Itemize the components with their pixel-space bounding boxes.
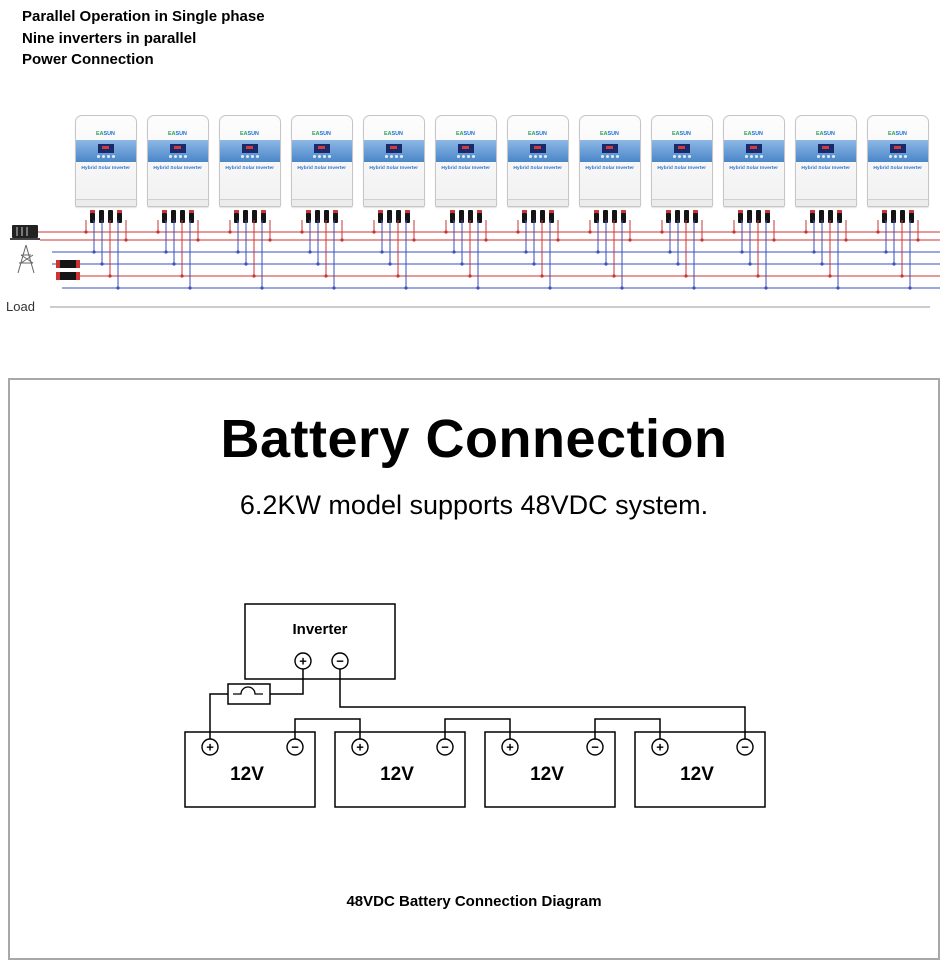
minus-glyph: − — [291, 739, 299, 755]
series-link-wire — [595, 719, 660, 739]
breaker-symbol-icon — [233, 687, 263, 694]
inverter-display-panel — [868, 140, 928, 162]
brand-logo — [745, 131, 764, 136]
inverter-unit — [579, 115, 641, 207]
brand-logo — [241, 131, 260, 136]
inverter-display-panel — [220, 140, 280, 162]
inverter-base — [148, 199, 208, 206]
brand-logo — [601, 131, 620, 136]
brand-logo-suffix: SUN — [104, 131, 116, 137]
brand-logo-suffix: SUN — [536, 131, 548, 137]
brand-logo-suffix: SUN — [824, 131, 836, 137]
brand-logo — [313, 131, 332, 136]
plus-glyph: + — [206, 739, 214, 755]
plus-glyph: + — [506, 739, 514, 755]
brand-logo — [817, 131, 836, 136]
inverter-unit — [651, 115, 713, 207]
inverter-base — [868, 199, 928, 206]
inverter-base — [652, 199, 712, 206]
inverter-display-panel — [148, 140, 208, 162]
section-title: Battery Connection — [220, 409, 728, 469]
brand-logo-suffix: SUN — [464, 131, 476, 137]
inverter-model-label: Hybrid Solar Inverter — [297, 165, 347, 171]
diagram-caption: 48VDC Battery Connection Diagram — [346, 893, 602, 910]
control-buttons-icon — [745, 155, 763, 158]
inverter-unit — [291, 115, 353, 207]
inverter-model-label: Hybrid Solar Inverter — [369, 165, 419, 171]
brand-logo — [457, 131, 476, 136]
inverter-base — [364, 199, 424, 206]
brand-logo-prefix: EA — [600, 131, 609, 137]
inverter-display-panel — [724, 140, 784, 162]
minus-glyph: − — [591, 739, 599, 755]
inverter-unit — [363, 115, 425, 207]
brand-logo-prefix: EA — [240, 131, 249, 137]
lcd-screen-icon — [674, 144, 690, 153]
header-line-2: Nine inverters in parallel — [22, 29, 197, 47]
inverter-model-label: Hybrid Solar Inverter — [441, 165, 491, 171]
minus-glyph: − — [336, 653, 344, 669]
page-header — [22, 6, 265, 71]
brand-logo-prefix: EA — [672, 131, 681, 137]
inverter-display-panel — [796, 140, 856, 162]
inverter-unit — [147, 115, 209, 207]
brand-logo-prefix: EA — [528, 131, 537, 137]
inverter-unit — [867, 115, 929, 207]
inverter-display-panel — [652, 140, 712, 162]
inverter-model-label: Hybrid Solar Inverter — [513, 165, 563, 171]
brand-logo-prefix: EA — [744, 131, 753, 137]
inverter-display-panel — [436, 140, 496, 162]
inverter-display-panel — [292, 140, 352, 162]
inverter-model-label: Hybrid Solar Inverter — [801, 165, 851, 171]
inverter-unit — [219, 115, 281, 207]
brand-logo — [529, 131, 548, 136]
lcd-screen-icon — [98, 144, 114, 153]
brand-logo-suffix: SUN — [752, 131, 764, 137]
lcd-screen-icon — [458, 144, 474, 153]
inverter-box-label: Inverter — [292, 621, 348, 638]
inverter-base — [724, 199, 784, 206]
inverter-base — [220, 199, 280, 206]
lcd-screen-icon — [890, 144, 906, 153]
control-buttons-icon — [817, 155, 835, 158]
control-buttons-icon — [169, 155, 187, 158]
brand-logo-suffix: SUN — [392, 131, 404, 137]
power-tower-icon — [18, 245, 34, 273]
control-buttons-icon — [601, 155, 619, 158]
brand-logo-suffix: SUN — [176, 131, 188, 137]
wiring-diagram — [0, 215, 950, 320]
control-buttons-icon — [313, 155, 331, 158]
inverter-base — [580, 199, 640, 206]
brand-logo-suffix: SUN — [320, 131, 332, 137]
inverter-display-panel — [364, 140, 424, 162]
inverter-base — [292, 199, 352, 206]
minus-glyph: − — [741, 739, 749, 755]
negative-wire — [340, 669, 745, 739]
brand-logo — [889, 131, 908, 136]
control-buttons-icon — [673, 155, 691, 158]
inverter-model-label: Hybrid Solar Inverter — [81, 165, 131, 171]
inverter-unit — [75, 115, 137, 207]
header-line-3: Power Connection — [22, 51, 154, 68]
inverter-box — [245, 604, 395, 679]
brand-logo-suffix: SUN — [608, 131, 620, 137]
brand-logo — [97, 131, 116, 136]
brand-logo-suffix: SUN — [248, 131, 260, 137]
minus-glyph: − — [441, 739, 449, 755]
battery-diagram — [10, 589, 938, 879]
inverter-base — [508, 199, 568, 206]
battery-voltage-label: 12V — [530, 764, 564, 785]
brand-logo-prefix: EA — [168, 131, 177, 137]
control-buttons-icon — [385, 155, 403, 158]
lcd-screen-icon — [314, 144, 330, 153]
inverter-row — [75, 115, 929, 207]
inverter-display-panel — [580, 140, 640, 162]
lcd-screen-icon — [170, 144, 186, 153]
control-buttons-icon — [241, 155, 259, 158]
brand-logo — [673, 131, 692, 136]
brand-logo-prefix: EA — [384, 131, 393, 137]
header-line-1: Parallel Operation in Single phase — [22, 8, 265, 25]
inverter-unit — [723, 115, 785, 207]
lcd-screen-icon — [530, 144, 546, 153]
lcd-screen-icon — [242, 144, 258, 153]
plus-glyph: + — [356, 739, 364, 755]
inverter-unit — [507, 115, 569, 207]
generator-icon — [10, 225, 40, 240]
lcd-screen-icon — [602, 144, 618, 153]
inverter-model-label: Hybrid Solar Inverter — [585, 165, 635, 171]
brand-logo-prefix: EA — [888, 131, 897, 137]
inverter-model-label: Hybrid Solar Inverter — [873, 165, 923, 171]
brand-logo — [385, 131, 404, 136]
plus-glyph: + — [656, 739, 664, 755]
parallel-connection-figure — [0, 115, 950, 330]
section-subtitle: 6.2KW model supports 48VDC system. — [239, 490, 709, 520]
inverter-base — [436, 199, 496, 206]
brand-logo-prefix: EA — [96, 131, 105, 137]
breaker-icon — [56, 260, 80, 268]
lcd-screen-icon — [386, 144, 402, 153]
series-link-wire — [445, 719, 510, 739]
inverter-model-label: Hybrid Solar Inverter — [153, 165, 203, 171]
battery-voltage-label: 12V — [230, 764, 264, 785]
battery-connection-section — [8, 378, 940, 960]
brand-logo-suffix: SUN — [896, 131, 908, 137]
inverter-model-label: Hybrid Solar Inverter — [657, 165, 707, 171]
inverter-unit — [435, 115, 497, 207]
lcd-screen-icon — [818, 144, 834, 153]
brand-logo-suffix: SUN — [680, 131, 692, 137]
inverter-unit — [795, 115, 857, 207]
inverter-base — [76, 199, 136, 206]
breaker-icon — [56, 272, 80, 280]
inverter-base — [796, 199, 856, 206]
control-buttons-icon — [457, 155, 475, 158]
control-buttons-icon — [889, 155, 907, 158]
brand-logo-prefix: EA — [456, 131, 465, 137]
inverter-model-label: Hybrid Solar Inverter — [729, 165, 779, 171]
inverter-display-panel — [76, 140, 136, 162]
positive-wire — [270, 669, 303, 694]
battery-voltage-label: 12V — [380, 764, 414, 785]
inverter-model-label: Hybrid Solar Inverter — [225, 165, 275, 171]
battery-voltage-label: 12V — [680, 764, 714, 785]
series-link-wire — [295, 719, 360, 739]
brand-logo-prefix: EA — [816, 131, 825, 137]
control-buttons-icon — [97, 155, 115, 158]
load-label: Load — [6, 299, 35, 314]
plus-glyph: + — [299, 653, 307, 669]
lcd-screen-icon — [746, 144, 762, 153]
control-buttons-icon — [529, 155, 547, 158]
brand-logo-prefix: EA — [312, 131, 321, 137]
inverter-display-panel — [508, 140, 568, 162]
brand-logo — [169, 131, 188, 136]
